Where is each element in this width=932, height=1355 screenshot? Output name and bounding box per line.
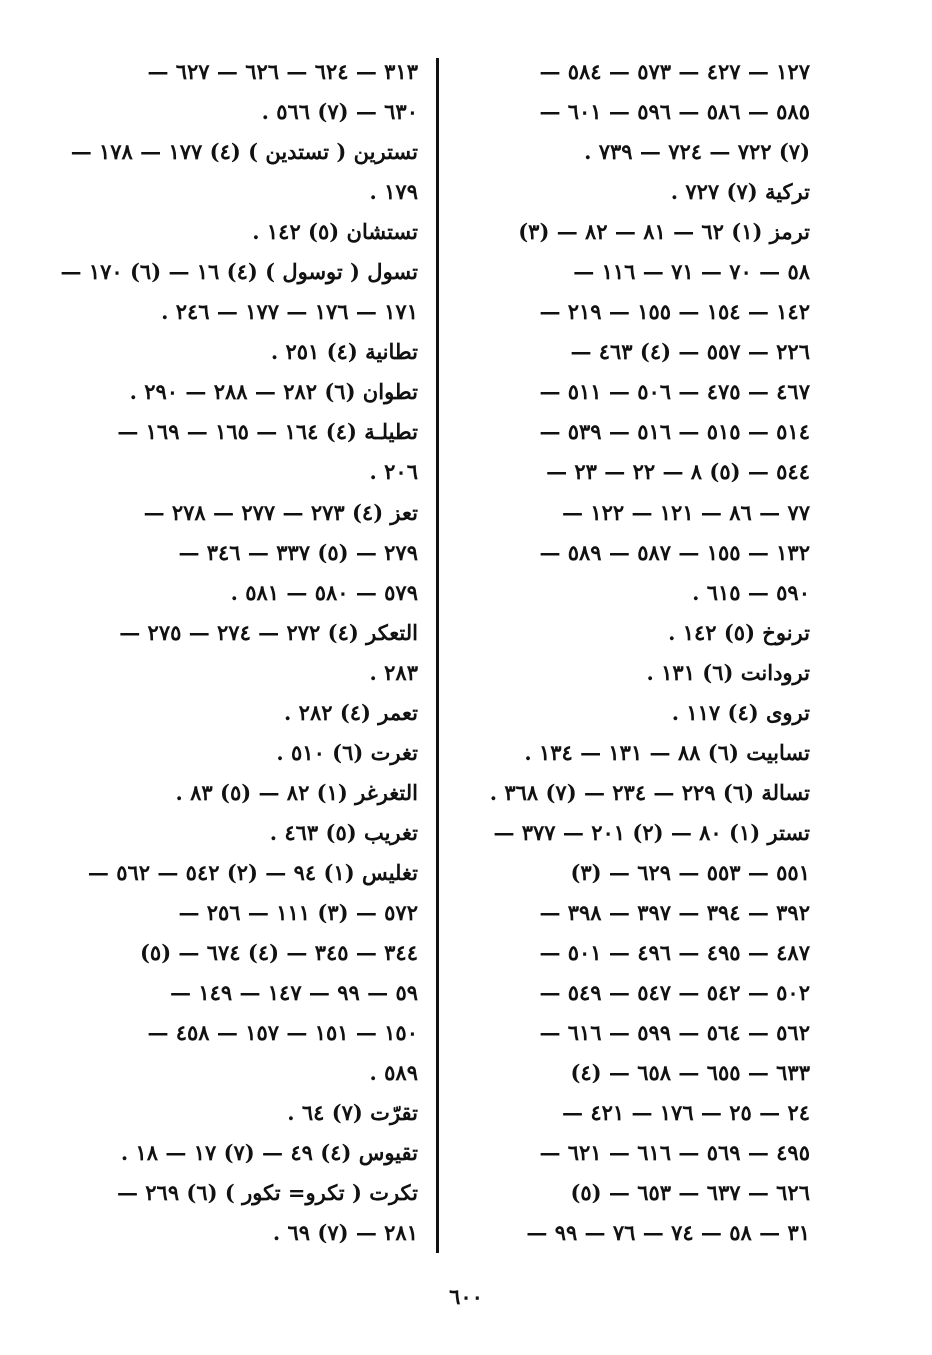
index-line: ترنوخ (٥) ١٤٢ . — [668, 619, 810, 645]
index-line: تسول ( توسول ) (٤) ١٦ — (٦) ١٧٠ — — [60, 259, 418, 285]
index-line: ٢٨٣ . — [369, 659, 418, 685]
index-line: تغليس (١) ٩٤ — (٢) ٥٤٢ — ٥٦٢ — — [87, 859, 418, 885]
index-line: ٢٠٦ . — [369, 459, 418, 485]
index-line: (٧) ٧٢٢ — ٧٢٤ — ٧٣٩ . — [584, 139, 810, 165]
index-line: ١٤٢ — ١٥٤ — ١٥٥ — ٢١٩ — — [539, 299, 810, 325]
index-line: ٤٦٧ — ٤٧٥ — ٥٠٦ — ٥١١ — — [539, 379, 810, 405]
index-line: ١٧١ — ١٧٦ — ١٧٧ — ٢٤٦ . — [161, 299, 418, 325]
index-line: تقرّت (٧) ٦٤ . — [287, 1100, 418, 1126]
index-line: تكرت ( تكرو= تكور ) (٦) ٢٦٩ — — [116, 1180, 418, 1206]
index-line: تقيوس (٤) ٤٩ — (٧) ١٧ — ١٨ . — [120, 1140, 418, 1166]
index-line: تطيلـة (٤) ١٦٤ — ١٦٥ — ١٦٩ — — [117, 419, 418, 445]
index-line: ٦٣٠ — (٧) ٥٦٦ . — [261, 99, 418, 125]
index-line: تروى (٤) ١١٧ . — [671, 699, 810, 725]
index-line: ترمز (١) ٦٢ — ٨١ — ٨٢ — (٣) — [518, 219, 810, 245]
index-line: ٤٨٧ — ٤٩٥ — ٤٩٦ — ٥٠١ — — [539, 940, 810, 966]
index-line: ٥٨٩ . — [369, 1060, 418, 1086]
index-line: ١٢٧ — ٤٢٧ — ٥٧٣ — ٥٨٤ — — [539, 59, 810, 84]
index-line: ٢٨١ — (٧) ٦٩ . — [272, 1220, 418, 1246]
index-line: ٣١٣ — ٦٢٤ — ٦٢٦ — ٦٢٧ — — [147, 59, 418, 84]
index-line: ٥٥١ — ٥٥٣ — ٦٢٩ — (٣) — [570, 859, 810, 885]
index-line: ٥٦٢ — ٥٦٤ — ٥٩٩ — ٦١٦ — — [539, 1020, 810, 1046]
index-line: ٣٩٢ — ٣٩٤ — ٣٩٧ — ٣٩٨ — — [539, 899, 810, 925]
index-line: تركية (٧) ٧٢٧ . — [670, 179, 810, 205]
index-line: ١٧٩ . — [369, 179, 418, 205]
index-line: تعمر (٤) ٢٨٢ . — [284, 699, 418, 725]
index-line: تسابيت (٦) ٨٨ — ١٣١ — ١٣٤ . — [524, 739, 810, 765]
index-line: ٦٣٣ — ٦٥٥ — ٦٥٨ — (٤) — [570, 1060, 810, 1086]
index-line: تسالة (٦) ٢٢٩ — ٢٣٤ — (٧) ٣٦٨ . — [489, 779, 810, 805]
index-line: ٥٨٥ — ٥٨٦ — ٥٩٦ — ٦٠١ — — [539, 99, 810, 125]
index-line: التعكر (٤) ٢٧٢ — ٢٧٤ — ٢٧٥ — — [119, 619, 418, 645]
index-line: ٢٤ — ٢٥ — ١٧٦ — ٤٢١ — — [562, 1100, 810, 1126]
index-line: ٥٨ — ٧٠ — ٧١ — ١١٦ — — [573, 259, 810, 285]
index-line: تستشان (٥) ١٤٢ . — [252, 219, 418, 245]
index-line: تغريب (٥) ٤٦٣ . — [269, 819, 418, 845]
index-line: ٥٧٢ — (٣) ١١١ — ٢٥٦ — — [178, 899, 418, 925]
index-line: ٢٧٩ — (٥) ٣٣٧ — ٣٤٦ — — [178, 539, 418, 565]
index-line: ١٥٠ — ١٥١ — ١٥٧ — ٤٥٨ — — [147, 1020, 418, 1046]
index-line: ٢٢٦ — ٥٥٧ — (٤) ٤٦٣ — — [570, 339, 810, 365]
left-column — [60, 52, 418, 1253]
index-line: تستر (١) ٨٠ — (٢) ٢٠١ — ٣٧٧ — — [493, 819, 810, 845]
index-line: تطانية (٤) ٢٥١ . — [270, 339, 418, 365]
index-line: تغرت (٦) ٥١٠ . — [276, 739, 418, 765]
index-line: تطوان (٦) ٢٨٢ — ٢٨٨ — ٢٩٠ . — [129, 379, 418, 405]
index-line: ٦٢٦ — ٦٣٧ — ٦٥٣ — (٥) — [570, 1180, 810, 1206]
index-line: ٣٤٤ — ٣٤٥ — (٤) ٦٧٤ — (٥) — [139, 940, 418, 966]
page-number: ٦٠٠ — [449, 1284, 483, 1309]
index-line: ١٣٢ — ١٥٥ — ٥٨٧ — ٥٨٩ — — [539, 539, 810, 565]
index-line: ٥٧٩ — ٥٨٠ — ٥٨١ . — [230, 579, 418, 605]
index-line: ٧٧ — ٨٦ — ١٢١ — ١٢٢ — — [562, 499, 810, 525]
index-line: ٥٤٤ — (٥) ٨ — ٢٢ — ٢٣ — — [546, 459, 810, 485]
index-line: ترودانت (٦) ١٣١ . — [646, 659, 810, 685]
index-line: ٥٩٠ — ٦١٥ . — [692, 579, 810, 605]
index-line: ٥١٤ — ٥١٥ — ٥١٦ — ٥٣٩ — — [539, 419, 810, 445]
index-line: ٥٠٢ — ٥٤٢ — ٥٤٧ — ٥٤٩ — — [539, 980, 810, 1006]
index-line: ٤٩٥ — ٥٦٩ — ٦١٦ — ٦٢١ — — [539, 1140, 810, 1166]
right-column — [470, 52, 810, 1253]
index-line: ٣١ — ٥٨ — ٧٤ — ٧٦ — ٩٩ — — [526, 1220, 810, 1246]
index-line: ٥٩ — ٩٩ — ١٤٧ — ١٤٩ — — [170, 980, 418, 1006]
index-line: التغرغر (١) ٨٢ — (٥) ٨٣ . — [175, 779, 418, 805]
column-divider — [436, 58, 439, 1253]
index-line: تعز (٤) ٢٧٣ — ٢٧٧ — ٢٧٨ — — [143, 499, 418, 525]
index-line: تسترين ( تستدين ) (٤) ١٧٧ — ١٧٨ — — [70, 139, 418, 165]
